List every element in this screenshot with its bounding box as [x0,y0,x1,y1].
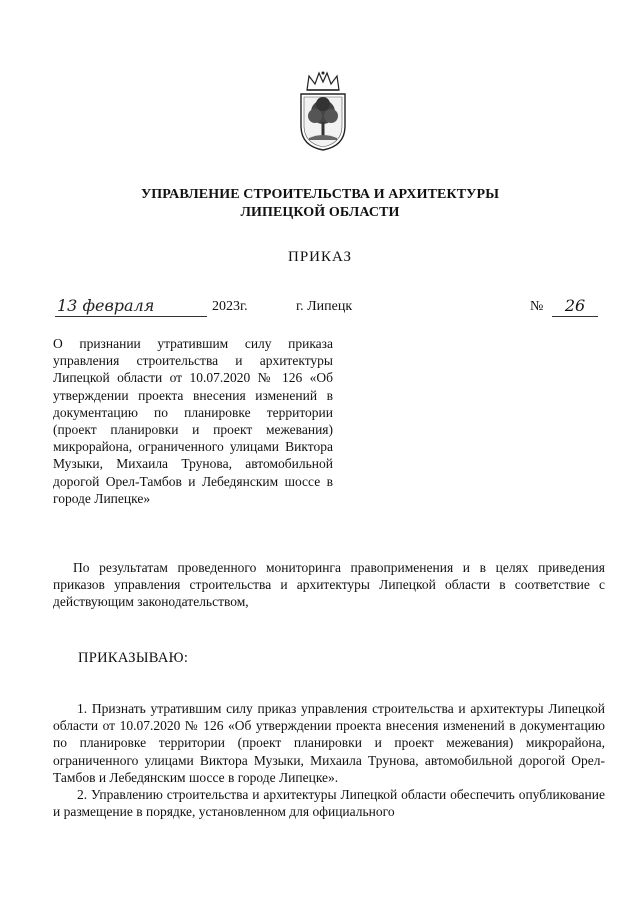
order-items [53,700,605,820]
document-preamble: По результатам проведенного мониторинга правоприменения и в целях приведения приказов управления строительства и архитектуры Липецкой области в соответствие с действующим законодательством, [53,560,605,610]
document-city: г. Липецк [296,299,353,314]
order-word: ПРИКАЗЫВАЮ: [78,650,189,666]
document-meta [0,296,640,326]
order-item-2: 2. Управлению строительства и архитектуры Липецкой области обеспечить опубликование и размещение в порядке, установленном для официального [53,787,605,820]
document-type: ПРИКАЗ [288,249,352,265]
handwritten-number: 26 [552,296,598,317]
organization-name-line1: УПРАВЛЕНИЕ СТРОИТЕЛЬСТВА И АРХИТЕКТУРЫ [140,187,500,202]
order-item-1: 1. Признать утратившим силу приказ управления строительства и архитектуры Липецкой области от 10.07.2020 № 126 «Об утверждении проекта внесения изменений в документацию по планировке территории (проект планировки и проект межевания) микрорайона, ограниченного улицами Виктора Музыки, Михаила Трунова, автомобильной дорогой Орел-Тамбов и Лебедянским шоссе в городе Липецке». [53,701,605,785]
organization-name-line2: ЛИПЕЦКОЙ ОБЛАСТИ [240,205,400,220]
document-subject: О признании утратившим силу приказа управления строительства и архитектуры Липецкой области от 10.07.2020 № 126 «Об утверждении проекта внесения изменений в документацию по планировке территории (проект планировки и проект межевания) микрорайона, ограниченного улицами Виктора Музыки, Михаила Трунова, автомобильной дорогой Орел-Тамбов и Лебедянским шоссе в городе Липецке» [53,336,333,506]
lipetsk-coat-of-arms-icon [297,70,349,152]
handwritten-date: 13 февраля [55,296,207,317]
organization-name [0,186,640,222]
number-sign: № [530,299,544,314]
document-year: 2023г. [212,299,248,314]
